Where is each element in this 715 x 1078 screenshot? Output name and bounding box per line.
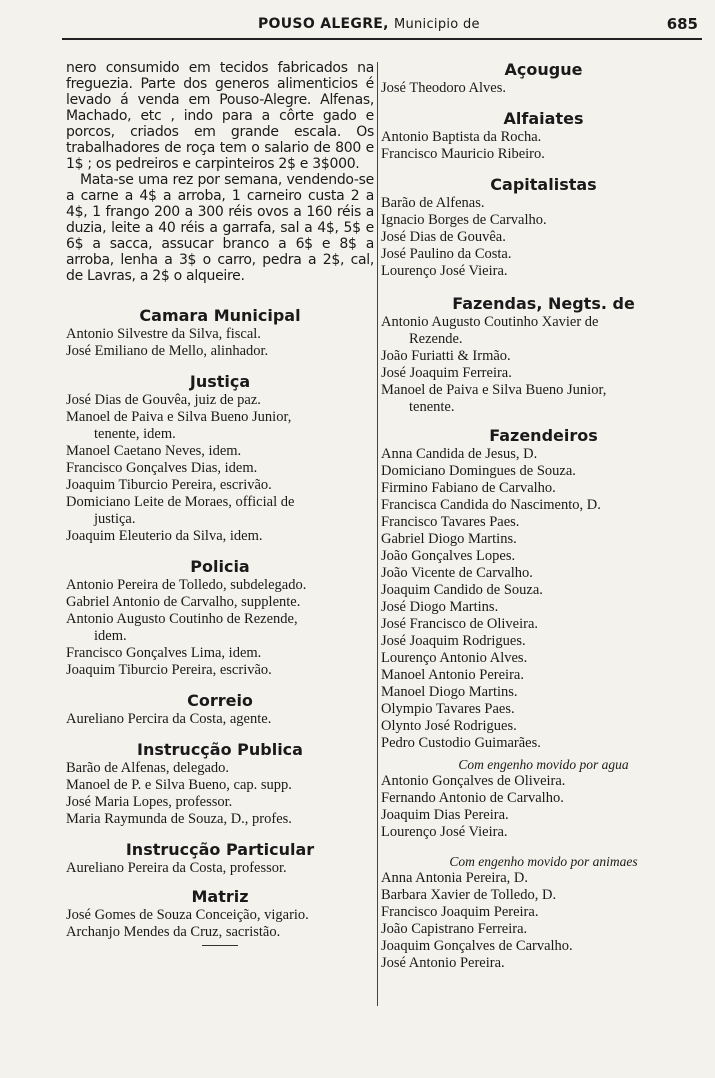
entry-line: Manoel Caetano Neves, idem.	[66, 443, 242, 459]
entry-line: Francisco Gonçalves Dias, idem.	[66, 460, 258, 476]
entry-line: Ignacio Borges de Carvalho.	[381, 212, 547, 228]
entry-line: Francisco Tavares Paes.	[381, 514, 520, 530]
entry-line: José Paulino da Costa.	[381, 246, 512, 262]
entry-line: José Dias de Gouvêa.	[381, 229, 506, 245]
header-subtitle: Municipio de	[393, 17, 480, 32]
entry-line: Manoel de Paiva e Silva Bueno Junior,	[381, 382, 607, 398]
entry-line: Aureliano Percira da Costa, agente.	[66, 711, 272, 727]
entry-line: Barão de Alfenas.	[381, 195, 485, 211]
entry-line: Aureliano Pereira da Costa, professor.	[66, 860, 287, 876]
section-title: Policia	[190, 557, 250, 576]
entry-line: Olympio Tavares Paes.	[381, 701, 515, 717]
section-title: Instrucção Publica	[137, 740, 303, 759]
entry-line: João Gonçalves Lopes.	[381, 548, 516, 564]
entry-line: Olynto José Rodrigues.	[381, 718, 517, 734]
entry-line: Manoel de P. e Silva Bueno, cap. supp.	[66, 777, 292, 793]
section-title: Justiça	[189, 372, 251, 391]
entry-line: Manoel Antonio Pereira.	[381, 667, 524, 683]
entry-line: José Francisco de Oliveira.	[381, 616, 539, 632]
section-subtitle: Com engenho movido por animaes	[449, 854, 638, 869]
entry-line: José Joaquim Ferreira.	[381, 365, 512, 381]
entry-line: José Emiliano de Mello, alinhador.	[66, 343, 269, 359]
entry-line: Joaquim Tiburcio Pereira, escrivão.	[66, 662, 272, 678]
section-title: Instrucção Particular	[125, 840, 315, 859]
entry-line: idem.	[94, 628, 127, 644]
section-subtitle: Com engenho movido por agua	[458, 757, 629, 772]
header-town: POUSO ALEGRE,	[258, 16, 389, 32]
entry-line: tenente.	[409, 399, 455, 415]
section-title: Alfaiates	[503, 109, 584, 128]
entry-line: Joaquim Candido de Souza.	[381, 582, 543, 598]
entry-line: Antonio Pereira de Tolledo, subdelegado.	[66, 577, 307, 593]
entry-line: Lourenço Antonio Alves.	[381, 650, 528, 666]
entry-line: Francisca Candida do Nascimento, D.	[381, 497, 601, 513]
entry-line: José Antonio Pereira.	[381, 955, 505, 971]
section-title: Fazendeiros	[489, 426, 598, 445]
entry-line: José Maria Lopes, professor.	[66, 794, 233, 810]
section-title: Correio	[187, 691, 253, 710]
entry-line: justiça.	[94, 511, 136, 527]
entry-line: Gabriel Diogo Martins.	[381, 531, 517, 547]
entry-line: Fernando Antonio de Carvalho.	[381, 790, 564, 806]
prices-paragraph: Mata-se uma rez por semana, vendendo-se a carne a 4$ a arroba, 1 carneiro custa 2 a 4$, 1 frango 200 a 300 réis ovos a 160 réis a duzia, leite a 40 réis a garrafa, sal a 4$, 5$ e 6$ a sacca, assucar branco a 6$ e 8$ a arroba, lenha a 3$ o carro, pedra a 2$, cal, de Lavras, a 2$ o alqueire.	[66, 172, 374, 284]
entry-line: tenente, idem.	[94, 426, 176, 442]
entry-line: José Gomes de Souza Conceição, vigario.	[66, 907, 309, 923]
entry-line: Anna Antonia Pereira, D.	[381, 870, 528, 886]
entry-line: José Dias de Gouvêa, juiz de paz.	[66, 392, 261, 408]
section-title: Capitalistas	[490, 175, 597, 194]
closing-rule	[202, 945, 238, 946]
intro-paragraph: nero consumido em tecidos fabricados na freguezia. Parte dos generos alimenticios é levado á venda em Pouso-Alegre. Alfenas, Machado, etc , indo para a côrte gado e porcos, criados em grande escala. Os trabalhadores de roça tem o salario de 800 e 1$ ; os pedreiros e carpinteiros 2$ e 3$000.	[66, 60, 374, 172]
entry-line: Antonio Silvestre da Silva, fiscal.	[66, 326, 261, 342]
entry-line: Antonio Augusto Coutinho Xavier de	[381, 314, 599, 330]
entry-line: Francisco Joaquim Pereira.	[381, 904, 539, 920]
entry-line: Francisco Gonçalves Lima, idem.	[66, 645, 262, 661]
section-title: Açougue	[504, 60, 583, 79]
entry-line: Antonio Augusto Coutinho de Rezende,	[66, 611, 298, 627]
entry-line: Archanjo Mendes da Cruz, sacristão.	[66, 924, 281, 940]
page-number: 685	[666, 15, 698, 33]
entry-line: Domiciano Domingues de Souza.	[381, 463, 576, 479]
entry-line: José Diogo Martins.	[381, 599, 499, 615]
entry-line: Antonio Gonçalves de Oliveira.	[381, 773, 566, 789]
entry-line: Francisco Mauricio Ribeiro.	[381, 146, 545, 162]
column-divider	[377, 62, 378, 1006]
entry-line: Lourenço José Vieira.	[381, 824, 508, 840]
left-column	[66, 60, 374, 946]
right-column	[381, 60, 706, 972]
entry-line: João Vicente de Carvalho.	[381, 565, 533, 581]
entry-line: Gabriel Antonio de Carvalho, supplente.	[66, 594, 301, 610]
section-title: Matriz	[191, 887, 249, 906]
entry-line: Barbara Xavier de Tolledo, D.	[381, 887, 557, 903]
entry-line: Manoel Diogo Martins.	[381, 684, 518, 700]
section-title: Fazendas, Negts. de	[452, 294, 635, 313]
entry-line: Domiciano Leite de Moraes, official de	[66, 494, 295, 510]
entry-line: Joaquim Eleuterio da Silva, idem.	[66, 528, 263, 544]
entry-line: Maria Raymunda de Souza, D., profes.	[66, 811, 292, 827]
entry-line: Joaquim Tiburcio Pereira, escrivão.	[66, 477, 272, 493]
page-header	[62, 14, 702, 40]
entry-line: Rezende.	[409, 331, 463, 347]
entry-line: Manoel de Paiva e Silva Bueno Junior,	[66, 409, 292, 425]
entry-line: José Theodoro Alves.	[381, 80, 506, 96]
entry-line: Joaquim Gonçalves de Carvalho.	[381, 938, 573, 954]
entry-line: Barão de Alfenas, delegado.	[66, 760, 230, 776]
header-title	[258, 16, 480, 32]
entry-line: João Furiatti & Irmão.	[381, 348, 511, 364]
entry-line: Anna Candida de Jesus, D.	[381, 446, 538, 462]
section-title: Camara Municipal	[139, 306, 301, 325]
entry-line: Antonio Baptista da Rocha.	[381, 129, 542, 145]
entry-line: Pedro Custodio Guimarães.	[381, 735, 541, 751]
entry-line: Firmino Fabiano de Carvalho.	[381, 480, 556, 496]
entry-line: José Joaquim Rodrigues.	[381, 633, 526, 649]
entry-line: Lourenço José Vieira.	[381, 263, 508, 279]
entry-line: João Capistrano Ferreira.	[381, 921, 528, 937]
entry-line: Joaquim Dias Pereira.	[381, 807, 509, 823]
